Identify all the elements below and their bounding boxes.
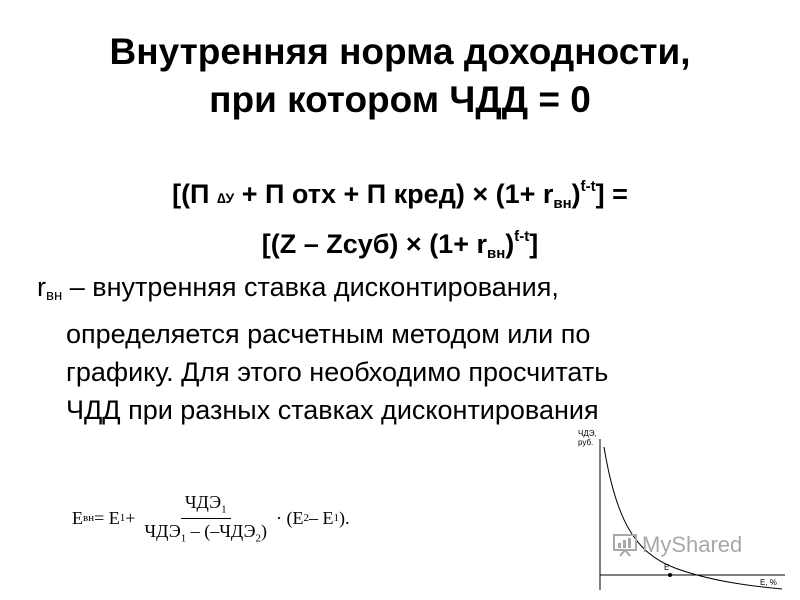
formula1-delta-y: ∆У	[216, 190, 235, 206]
eq-num-sub: 1	[221, 503, 227, 516]
eq-E-vn: E	[72, 507, 83, 528]
eq-den-c: )	[261, 520, 268, 541]
eq-numerator	[181, 492, 231, 519]
eq-tail-sub1: 1	[333, 512, 340, 524]
eq-tail-sub2: 2	[303, 512, 310, 524]
watermark-text: MyShared	[642, 532, 743, 557]
formula1-sup: ƭ-t	[580, 178, 596, 195]
npv-curve-graph	[560, 425, 800, 600]
eq-equals-E: = E	[94, 507, 120, 528]
eq-plus: +	[125, 507, 136, 528]
formula2-sub: вн	[486, 245, 506, 262]
title-line-2: при котором ЧДД = 0	[209, 79, 591, 120]
formula1-part4: ] =	[595, 179, 628, 209]
formula2-sup: ƭ-t	[514, 228, 530, 245]
eq-den-b: – (–ЧДЭ	[186, 520, 256, 541]
eq-tail-a: · (E	[276, 507, 304, 528]
graph-y-label-1: ЧДЭ,	[578, 429, 597, 438]
graph-y-label-2: руб.	[578, 438, 594, 447]
body-r: r	[37, 272, 46, 302]
eq-den-a: ЧДЭ	[144, 520, 181, 541]
presentation-icon	[612, 532, 638, 558]
formula-line-2	[0, 220, 800, 271]
eq-tail-c: ).	[339, 507, 350, 528]
eq-den-a-sub: 1	[180, 532, 187, 545]
body-line-3: графику. Для этого необходимо просчитать	[66, 357, 609, 387]
formula2-part1: [(Z – Zсуб) × (1+ r	[261, 229, 487, 259]
formula1-part1: [(П	[172, 179, 217, 209]
eq-fraction	[140, 492, 271, 544]
eq-num-text: ЧДЭ	[184, 491, 222, 512]
graph-point-label: E	[664, 563, 670, 572]
eq-E1-sub: 1	[119, 512, 126, 524]
body-line-1: – внутренняя ставка дисконтирования,	[62, 272, 559, 302]
formula1-part2: + П отх + П кред) × (1+ r	[234, 179, 554, 209]
watermark	[612, 532, 742, 558]
formula-line-1	[0, 170, 800, 221]
formula1-sub: вн	[553, 195, 572, 212]
eq-tail-b: – E	[309, 507, 334, 528]
formula2-part2: )	[505, 229, 515, 259]
irr-point	[668, 573, 672, 577]
graph-x-label: E, %	[760, 578, 777, 587]
eq-denominator	[140, 519, 271, 545]
formula1-part3: )	[571, 179, 581, 209]
title-line-1: Внутренняя норма доходности,	[109, 31, 691, 72]
eq-den-b-sub: 2	[255, 532, 262, 545]
formula2-part3: ]	[529, 229, 539, 259]
body-r-sub: вн	[46, 287, 63, 304]
body-line-2: определяется расчетным методом или по	[66, 319, 591, 349]
body-paragraph	[37, 268, 767, 429]
npv-curve	[604, 447, 782, 589]
eq-E-vn-sub: вн	[83, 512, 95, 524]
slide-title	[0, 28, 800, 124]
irr-equation	[72, 487, 462, 549]
body-line-4: ЧДД при разных ставках дисконтирования	[66, 395, 599, 425]
